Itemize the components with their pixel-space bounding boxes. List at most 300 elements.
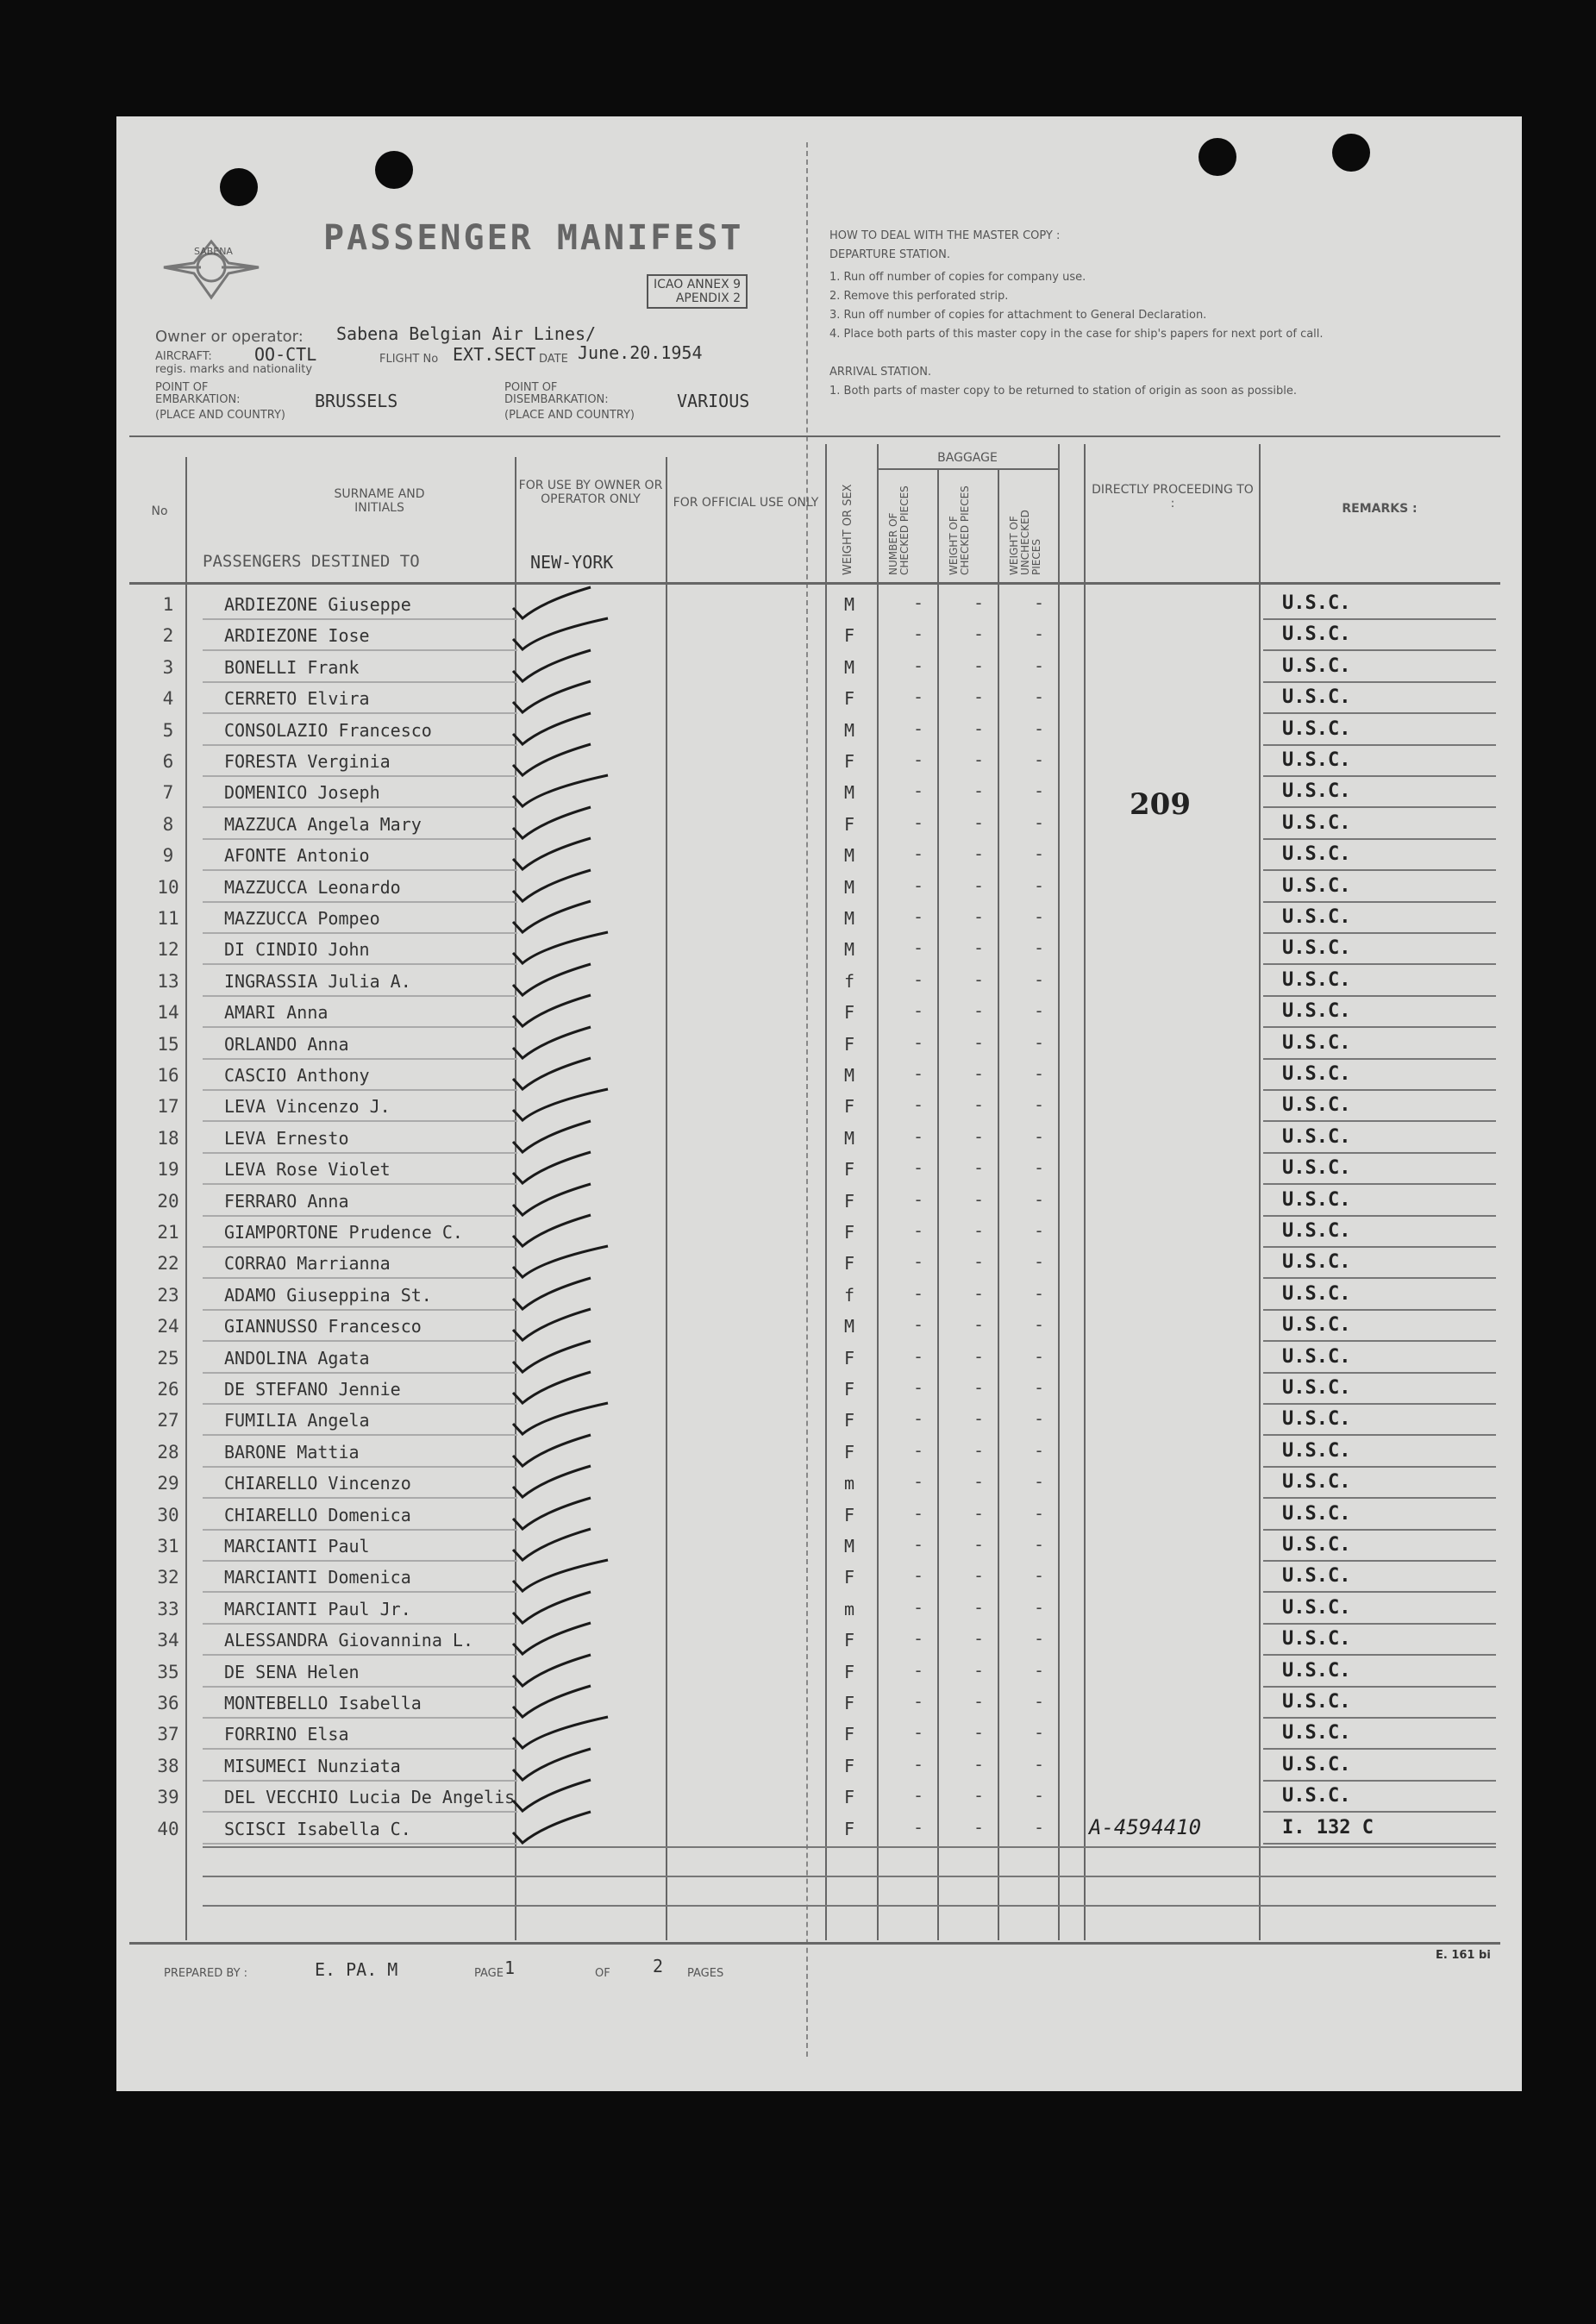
baggage-mark: - xyxy=(1033,874,1045,896)
pages-value: 2 xyxy=(653,1956,664,1976)
col-remarks: REMARKS : xyxy=(1342,502,1418,516)
baggage-mark: - xyxy=(973,1502,985,1524)
prepared-label: PREPARED BY : xyxy=(164,1967,248,1980)
table-row xyxy=(116,903,1522,934)
remark: U.S.C. xyxy=(1282,906,1351,928)
passenger-name: DE STEFANO Jennie xyxy=(224,1379,401,1400)
instruction-3: 3. Run off number of copies for attachment to General Declaration. xyxy=(829,309,1207,322)
row-number: 11 xyxy=(157,908,179,929)
baggage-mark: - xyxy=(912,1691,924,1712)
baggage-mark: - xyxy=(973,780,985,802)
empty-row-rule xyxy=(203,1905,1496,1907)
passenger-sex: F xyxy=(843,688,855,710)
baggage-mark: - xyxy=(912,1722,924,1744)
baggage-mark: - xyxy=(973,968,985,990)
baggage-mark: - xyxy=(912,749,924,770)
table-row xyxy=(116,1688,1522,1719)
baggage-mark: - xyxy=(973,843,985,865)
passenger-sex: M xyxy=(843,782,855,804)
baggage-mark: - xyxy=(1033,1691,1045,1712)
table-row xyxy=(116,1594,1522,1625)
baggage-mark: - xyxy=(973,906,985,927)
baggage-mark: - xyxy=(912,1377,924,1398)
baggage-mark: - xyxy=(973,1722,985,1744)
aircraft-sub: regis. marks and nationality xyxy=(155,363,313,376)
baggage-mark: - xyxy=(1033,1251,1045,1273)
passenger-name: ARDIEZONE Iose xyxy=(224,625,370,647)
baggage-mark: - xyxy=(1033,1596,1045,1618)
row-number: 38 xyxy=(157,1755,179,1776)
passenger-sex: f xyxy=(843,1284,855,1306)
col-owner-use: FOR USE BY OWNER OR OPERATOR ONLY xyxy=(518,479,663,506)
baggage-mark: - xyxy=(1033,906,1045,927)
baggage-mark: - xyxy=(973,1691,985,1712)
row-number: 15 xyxy=(157,1033,179,1055)
prepared-value: E. PA. M xyxy=(315,1959,398,1980)
remark: U.S.C. xyxy=(1282,623,1351,646)
empty-row-rule xyxy=(203,1846,1496,1848)
table-row xyxy=(116,1123,1522,1154)
baggage-mark: - xyxy=(973,1565,985,1587)
row-number: 30 xyxy=(157,1504,179,1525)
baggage-mark: - xyxy=(912,811,924,833)
baggage-mark: - xyxy=(1033,1000,1045,1022)
passenger-name: LEVA Vincenzo J. xyxy=(224,1096,391,1118)
col-wt-unchecked: WEIGHT OF UNCHECKED PIECES xyxy=(1008,510,1042,575)
baggage-mark: - xyxy=(973,1314,985,1336)
baggage-mark: - xyxy=(1033,1659,1045,1681)
page-value: 1 xyxy=(504,1958,516,1978)
table-row xyxy=(116,1217,1522,1248)
baggage-mark: - xyxy=(1033,1345,1045,1367)
baggage-rule xyxy=(877,468,1058,470)
remark: U.S.C. xyxy=(1282,1471,1351,1494)
passenger-sex: M xyxy=(843,908,855,929)
baggage-mark: - xyxy=(973,1220,985,1241)
passenger-name: MAZZUCA Angela Mary xyxy=(224,813,422,835)
arrival-instruction: 1. Both parts of master copy to be returned to station of origin as soon as possible. xyxy=(829,385,1297,398)
table-row xyxy=(116,1719,1522,1750)
baggage-mark: - xyxy=(973,1251,985,1273)
passenger-sex: M xyxy=(843,1536,855,1557)
baggage-mark: - xyxy=(912,686,924,708)
row-number: 21 xyxy=(157,1222,179,1243)
table-row xyxy=(116,1625,1522,1656)
passenger-name: LEVA Rose Violet xyxy=(224,1159,391,1181)
row-number: 9 xyxy=(162,845,174,867)
remark: U.S.C. xyxy=(1282,1031,1351,1054)
passenger-sex: F xyxy=(843,1630,855,1651)
passenger-sex: F xyxy=(843,1159,855,1181)
row-number: 12 xyxy=(157,939,179,961)
row-number: 37 xyxy=(157,1724,179,1745)
disembark-value: VARIOUS xyxy=(677,391,750,411)
passenger-sex: F xyxy=(843,1347,855,1369)
baggage-mark: - xyxy=(912,874,924,896)
passenger-name: ARDIEZONE Giuseppe xyxy=(224,594,411,615)
baggage-mark: - xyxy=(1033,1816,1045,1838)
table-row xyxy=(116,1186,1522,1217)
baggage-mark: - xyxy=(912,1220,924,1241)
passenger-sex: F xyxy=(843,1033,855,1055)
baggage-mark: - xyxy=(912,1251,924,1273)
row-number: 1 xyxy=(162,594,174,615)
remark: U.S.C. xyxy=(1282,874,1351,897)
passenger-sex: F xyxy=(843,1190,855,1212)
remark: U.S.C. xyxy=(1282,1534,1351,1556)
baggage-mark: - xyxy=(1033,1471,1045,1493)
baggage-mark: - xyxy=(973,1063,985,1084)
passenger-name: DEL VECCHIO Lucia De Angelis xyxy=(224,1787,516,1808)
remark: U.S.C. xyxy=(1282,1345,1351,1368)
row-rule xyxy=(1263,1843,1496,1845)
remark: U.S.C. xyxy=(1282,1628,1351,1651)
passenger-sex: F xyxy=(843,1222,855,1243)
baggage-mark: - xyxy=(912,906,924,927)
baggage-mark: - xyxy=(973,623,985,645)
owner-value: Sabena Belgian Air Lines/ xyxy=(336,323,597,344)
table-row xyxy=(116,966,1522,997)
passenger-sex: M xyxy=(843,1065,855,1086)
table-row xyxy=(116,589,1522,620)
instruction-2: 2. Remove this perforated strip. xyxy=(829,290,1009,303)
row-number: 17 xyxy=(157,1096,179,1118)
table-row xyxy=(116,1060,1522,1091)
airline-name: SABENA xyxy=(194,246,233,257)
passenger-name: GIANNUSSO Francesco xyxy=(224,1316,422,1337)
table-row xyxy=(116,620,1522,651)
sabena-logo xyxy=(160,229,263,306)
proceeding-value: A-4594410 xyxy=(1089,1814,1202,1839)
passenger-name: BARONE Mattia xyxy=(224,1441,360,1463)
passenger-name: AMARI Anna xyxy=(224,1002,329,1024)
baggage-mark: - xyxy=(1033,1282,1045,1304)
col-directly: DIRECTLY PROCEEDING TO : xyxy=(1092,483,1254,511)
baggage-mark: - xyxy=(973,655,985,676)
baggage-mark: - xyxy=(973,1377,985,1398)
table-row xyxy=(116,1813,1522,1845)
passenger-name: DOMENICO Joseph xyxy=(224,782,380,804)
baggage-mark: - xyxy=(1033,1534,1045,1555)
punch-hole xyxy=(220,168,258,206)
baggage-mark: - xyxy=(1033,1408,1045,1430)
baggage-mark: - xyxy=(1033,749,1045,770)
row-number: 26 xyxy=(157,1379,179,1400)
passenger-sex: F xyxy=(843,1504,855,1525)
baggage-mark: - xyxy=(973,686,985,708)
passenger-sex: F xyxy=(843,1379,855,1400)
col-no: No xyxy=(151,504,168,518)
remark: U.S.C. xyxy=(1282,1282,1351,1305)
pages-label: PAGES xyxy=(687,1967,724,1980)
row-number: 19 xyxy=(157,1159,179,1181)
row-number: 5 xyxy=(162,719,174,741)
punch-hole xyxy=(1332,134,1370,172)
remark: U.S.C. xyxy=(1282,717,1351,740)
table-row xyxy=(116,715,1522,746)
row-number: 20 xyxy=(157,1190,179,1212)
baggage-mark: - xyxy=(1033,1377,1045,1398)
remark: U.S.C. xyxy=(1282,1502,1351,1525)
table-row xyxy=(116,1311,1522,1342)
baggage-mark: - xyxy=(912,1439,924,1461)
passenger-name: DI CINDIO John xyxy=(224,939,370,961)
manifest-paper xyxy=(116,116,1522,2091)
row-number: 2 xyxy=(162,625,174,647)
table-row xyxy=(116,1437,1522,1468)
row-number: 27 xyxy=(157,1410,179,1431)
passenger-sex: M xyxy=(843,845,855,867)
table-header-rule xyxy=(129,582,1500,585)
baggage-mark: - xyxy=(973,592,985,613)
table-top-rule xyxy=(129,435,1500,437)
table-row xyxy=(116,1280,1522,1311)
baggage-mark: - xyxy=(1033,1439,1045,1461)
col-official: FOR OFFICIAL USE ONLY xyxy=(673,496,819,510)
page-label: PAGE xyxy=(474,1967,504,1980)
row-number: 16 xyxy=(157,1065,179,1086)
col-destined: PASSENGERS DESTINED TO xyxy=(203,552,420,571)
passenger-name: CASCIO Anthony xyxy=(224,1065,370,1086)
passenger-table xyxy=(116,589,1522,1943)
passenger-name: FORRINO Elsa xyxy=(224,1724,349,1745)
passenger-sex: F xyxy=(843,1096,855,1118)
baggage-mark: - xyxy=(1033,843,1045,865)
baggage-mark: - xyxy=(973,937,985,959)
passenger-sex: F xyxy=(843,1724,855,1745)
table-row xyxy=(116,872,1522,903)
baggage-mark: - xyxy=(973,1753,985,1775)
table-row xyxy=(116,1374,1522,1405)
remark: U.S.C. xyxy=(1282,686,1351,709)
table-row xyxy=(116,1029,1522,1060)
passenger-name: CERRETO Elvira xyxy=(224,688,370,710)
passenger-sex: M xyxy=(843,719,855,741)
remark: U.S.C. xyxy=(1282,1753,1351,1776)
passenger-sex: F xyxy=(843,813,855,835)
passenger-sex: F xyxy=(843,1002,855,1024)
passenger-sex: F xyxy=(843,751,855,772)
passenger-sex: M xyxy=(843,1127,855,1149)
passenger-name: SCISCI Isabella C. xyxy=(224,1818,411,1839)
remark: U.S.C. xyxy=(1282,1251,1351,1274)
form-title: PASSENGER MANIFEST xyxy=(323,218,744,258)
table-row xyxy=(116,683,1522,714)
passenger-sex: m xyxy=(843,1598,855,1619)
remark: U.S.C. xyxy=(1282,655,1351,677)
flight-label: FLIGHT No xyxy=(379,353,439,366)
table-row xyxy=(116,1091,1522,1122)
baggage-mark: - xyxy=(1033,968,1045,990)
baggage-mark: - xyxy=(973,1628,985,1650)
baggage-mark: - xyxy=(1033,1094,1045,1116)
passenger-name: ADAMO Giuseppina St. xyxy=(224,1284,432,1306)
row-number: 22 xyxy=(157,1253,179,1275)
remark: I. 132 C xyxy=(1282,1816,1374,1839)
baggage-mark: - xyxy=(1033,1314,1045,1336)
baggage-mark: - xyxy=(973,717,985,739)
row-number: 36 xyxy=(157,1693,179,1713)
baggage-mark: - xyxy=(1033,1157,1045,1179)
baggage-mark: - xyxy=(1033,1063,1045,1084)
passenger-sex: m xyxy=(843,1473,855,1494)
baggage-mark: - xyxy=(1033,1125,1045,1147)
remark: U.S.C. xyxy=(1282,1439,1351,1462)
baggage-mark: - xyxy=(973,1659,985,1681)
row-rule xyxy=(203,1843,517,1845)
baggage-mark: - xyxy=(912,937,924,959)
col-baggage: BAGGAGE xyxy=(937,451,998,465)
table-row xyxy=(116,1154,1522,1185)
col-destination: NEW-YORK xyxy=(530,552,614,573)
baggage-mark: - xyxy=(912,1596,924,1618)
empty-row-rule xyxy=(203,1876,1496,1877)
row-number: 35 xyxy=(157,1661,179,1682)
passenger-name: MARCIANTI Domenica xyxy=(224,1567,411,1588)
baggage-mark: - xyxy=(973,874,985,896)
baggage-mark: - xyxy=(912,1000,924,1022)
remark: U.S.C. xyxy=(1282,1125,1351,1148)
remark: U.S.C. xyxy=(1282,1000,1351,1023)
passenger-name: BONELLI Frank xyxy=(224,656,360,678)
baggage-mark: - xyxy=(973,1596,985,1618)
baggage-mark: - xyxy=(973,1031,985,1053)
baggage-mark: - xyxy=(912,1094,924,1116)
passenger-sex: M xyxy=(843,876,855,898)
disembark-sub: (PLACE AND COUNTRY) xyxy=(504,409,635,422)
remark: U.S.C. xyxy=(1282,1596,1351,1619)
passenger-sex: M xyxy=(843,939,855,961)
arrival-label: ARRIVAL STATION. xyxy=(829,366,932,379)
passenger-name: DE SENA Helen xyxy=(224,1661,360,1682)
remark: U.S.C. xyxy=(1282,1722,1351,1745)
passenger-name: MAZZUCCA Pompeo xyxy=(224,908,380,929)
remark: U.S.C. xyxy=(1282,1094,1351,1117)
remark: U.S.C. xyxy=(1282,1188,1351,1211)
col-surname: SURNAME AND INITIALS xyxy=(334,487,425,515)
baggage-mark: - xyxy=(1033,1220,1045,1241)
passenger-name: FORESTA Verginia xyxy=(224,751,391,772)
baggage-mark: - xyxy=(1033,1722,1045,1744)
row-number: 18 xyxy=(157,1127,179,1149)
embark-value: BRUSSELS xyxy=(315,391,398,411)
baggage-mark: - xyxy=(973,1345,985,1367)
baggage-mark: - xyxy=(912,592,924,613)
passenger-sex: F xyxy=(843,1661,855,1682)
baggage-mark: - xyxy=(1033,1031,1045,1053)
passenger-name: CONSOLAZIO Francesco xyxy=(224,719,432,741)
passenger-name: LEVA Ernesto xyxy=(224,1127,349,1149)
passenger-name: MARCIANTI Paul Jr. xyxy=(224,1598,411,1619)
punch-hole xyxy=(1199,138,1236,176)
table-row xyxy=(116,809,1522,840)
table-row xyxy=(116,1562,1522,1593)
departure-label: DEPARTURE STATION. xyxy=(829,248,950,261)
table-row xyxy=(116,1531,1522,1562)
flight-value: EXT.SECT xyxy=(453,344,536,365)
passenger-name: CORRAO Marrianna xyxy=(224,1253,391,1275)
row-number: 14 xyxy=(157,1002,179,1024)
baggage-mark: - xyxy=(1033,655,1045,676)
baggage-mark: - xyxy=(1033,1188,1045,1210)
baggage-mark: - xyxy=(973,1094,985,1116)
passenger-name: INGRASSIA Julia A. xyxy=(224,970,411,992)
baggage-mark: - xyxy=(912,1753,924,1775)
aircraft-label: AIRCRAFT: xyxy=(155,350,212,363)
baggage-mark: - xyxy=(912,843,924,865)
baggage-mark: - xyxy=(973,811,985,833)
row-number: 13 xyxy=(157,970,179,992)
embark-label: POINT OF EMBARKATION: xyxy=(155,381,241,406)
row-number: 40 xyxy=(157,1818,179,1839)
row-number: 33 xyxy=(157,1598,179,1619)
passenger-sex: M xyxy=(843,594,855,615)
date-label: DATE xyxy=(539,353,568,366)
baggage-mark: - xyxy=(973,1000,985,1022)
embark-sub: (PLACE AND COUNTRY) xyxy=(155,409,286,422)
baggage-mark: - xyxy=(912,1282,924,1304)
baggage-mark: - xyxy=(973,1785,985,1807)
baggage-mark: - xyxy=(912,1408,924,1430)
baggage-mark: - xyxy=(912,1471,924,1493)
baggage-mark: - xyxy=(912,1659,924,1681)
passenger-sex: F xyxy=(843,625,855,647)
passenger-name: MAZZUCCA Leonardo xyxy=(224,876,401,898)
table-row xyxy=(116,997,1522,1028)
baggage-mark: - xyxy=(912,1125,924,1147)
row-number: 32 xyxy=(157,1567,179,1588)
remark: U.S.C. xyxy=(1282,1565,1351,1588)
instruction-1: 1. Run off number of copies for company use. xyxy=(829,271,1086,284)
checkmark-icon xyxy=(509,1810,612,1848)
row-number: 39 xyxy=(157,1787,179,1808)
col-num-checked: NUMBER OF CHECKED PIECES xyxy=(887,485,911,575)
row-number: 29 xyxy=(157,1473,179,1494)
row-number: 28 xyxy=(157,1441,179,1463)
baggage-mark: - xyxy=(912,1628,924,1650)
owner-label: Owner or operator: xyxy=(155,328,304,346)
table-row xyxy=(116,1343,1522,1374)
passenger-name: ANDOLINA Agata xyxy=(224,1347,370,1369)
passenger-sex: F xyxy=(843,1818,855,1839)
row-number: 8 xyxy=(162,813,174,835)
baggage-mark: - xyxy=(973,1471,985,1493)
baggage-mark: - xyxy=(973,1408,985,1430)
baggage-mark: - xyxy=(1033,717,1045,739)
date-value: June.20.1954 xyxy=(578,342,703,363)
baggage-mark: - xyxy=(912,1534,924,1555)
baggage-mark: - xyxy=(1033,592,1045,613)
remark: U.S.C. xyxy=(1282,843,1351,866)
remark: U.S.C. xyxy=(1282,937,1351,960)
passenger-sex: F xyxy=(843,1787,855,1808)
table-row xyxy=(116,1405,1522,1436)
remark: U.S.C. xyxy=(1282,811,1351,834)
table-row xyxy=(116,840,1522,871)
remark: U.S.C. xyxy=(1282,749,1351,771)
remark: U.S.C. xyxy=(1282,1220,1351,1242)
passenger-sex: M xyxy=(843,1316,855,1337)
baggage-mark: - xyxy=(973,1125,985,1147)
proceeding-note: 209 xyxy=(1130,787,1191,822)
passenger-sex: F xyxy=(843,1567,855,1588)
table-row xyxy=(116,652,1522,683)
baggage-mark: - xyxy=(1033,1785,1045,1807)
passenger-sex: f xyxy=(843,970,855,992)
passenger-name: MISUMECI Nunziata xyxy=(224,1755,401,1776)
passenger-name: FUMILIA Angela xyxy=(224,1410,370,1431)
baggage-mark: - xyxy=(912,623,924,645)
